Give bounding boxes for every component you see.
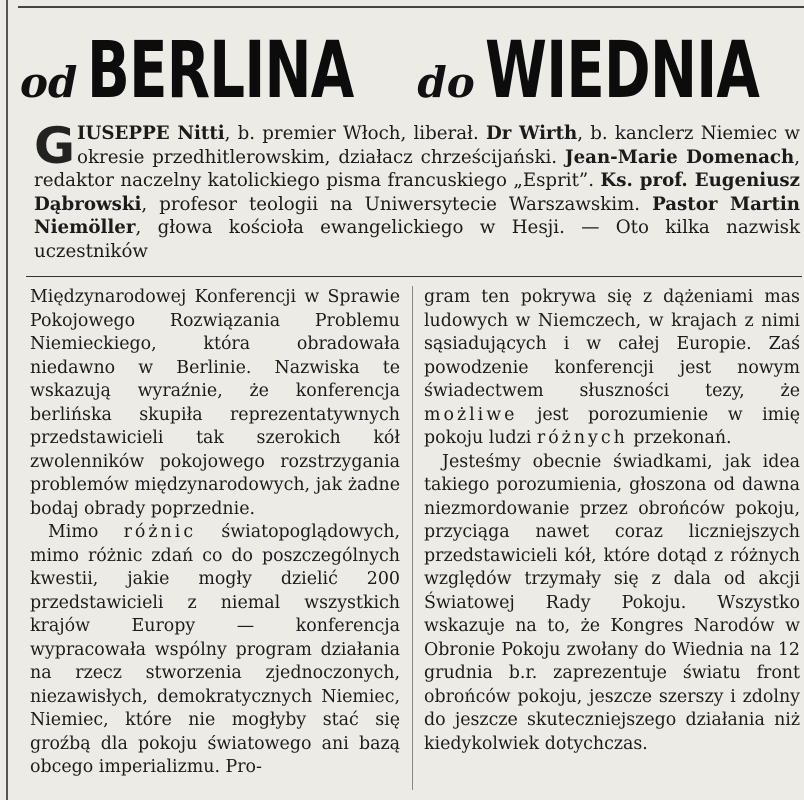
lead-name-domenach: Jean-Marie Domenach bbox=[565, 146, 795, 168]
headline bbox=[20, 26, 804, 116]
right-p1-middle: jest porozumienie w imię pokoju ludzi bbox=[424, 404, 800, 448]
left-paragraph-1: Międzynarodowej Konferencji w Sprawie Pokojowego Rozwiązania Problemu Niemieckiego, która obradowała niedawno w Berlinie. Nazwiska te wskazują wyraźnie, że konferencja berlińska skupiła reprezentatywnych przedstawicieli tak szerokich kół zwolenników pokojowego rozstrzygania problemów międzynarodowych, jak żadne bodaj obrady poprzednie. bbox=[30, 287, 400, 519]
lead-name-niemoller: Pastor Martin Niemöller bbox=[34, 193, 800, 239]
left-border-rule bbox=[6, 0, 8, 800]
lead-paragraph bbox=[34, 117, 801, 264]
left-column bbox=[30, 286, 400, 780]
right-p1-end: przekonań. bbox=[627, 428, 732, 448]
lead-name-wirth: Dr Wirth bbox=[485, 123, 578, 144]
right-p1-spaced-mozliwe: możliwe bbox=[424, 404, 518, 425]
left-p2-spaced-word: różnic bbox=[123, 522, 197, 542]
lead-name-dabrowski: Ks. prof. Eugeniusz Dąbrowski bbox=[34, 170, 801, 215]
right-paragraph-1 bbox=[424, 286, 800, 451]
lead-text-4: , profesor teologii na Uniwersytecie Warszawskim. bbox=[141, 193, 653, 215]
section-divider bbox=[26, 276, 802, 277]
right-column bbox=[424, 286, 800, 756]
headline-word-do: do bbox=[417, 58, 475, 107]
lead-text-3: , redaktor naczelny katolickiego pisma francuskiego „Esprit”. bbox=[34, 146, 800, 192]
lead-text-5: , głowa kościoła ewangelickiego w Hesji. — Oto kilka nazwisk uczestników bbox=[34, 217, 800, 262]
headline-word-wiednia: WIEDNIA bbox=[484, 26, 759, 116]
right-p1-spaced-roznych: różnych bbox=[536, 428, 628, 448]
column-separator bbox=[412, 286, 413, 790]
top-border-rule bbox=[18, 6, 804, 8]
left-paragraph-2 bbox=[30, 521, 400, 780]
headline-word-berlina: BERLINA bbox=[87, 26, 354, 116]
lead-text-2: , b. kanclerz Niemiec w okresie przedhitlerowskim, działacz chrześcijański. bbox=[77, 123, 800, 168]
right-paragraph-2: Jesteśmy obecnie świadkami, jak idea takiego porozumienia, głoszona od dawna niezmordowanie przez obrońców pokoju, przyciąga nawet coraz liczniejszych przedstawicieli kół, które dotąd z różnych względów trzymały się z dala od akcji Światowej Rady Pokoju. Wszystko wskazuje na to, że Kongres Narodów w Obronie Pokoju zwołany do Wiednia na 12 grudnia b.r. zaprezentuje światu front obrońców pokoju, jeszcze szerszy i zdolny do jeszcze skuteczniejszego działania niż kiedykolwiek dotychczas. bbox=[424, 451, 800, 754]
drop-cap: G bbox=[34, 117, 76, 175]
lead-text-1: , b. premier Włoch, liberał. bbox=[224, 123, 486, 144]
headline-word-od: od bbox=[20, 58, 78, 107]
right-p1-start: gram ten pokrywa się z dążeniami mas ludowych w Niemczech, w krajach z nimi sąsiadujących i w całej Europie. Zaś powodzenie konferencji jest nowym świadectwem słuszności tezy, że bbox=[424, 287, 800, 401]
left-p2-start: Mimo bbox=[48, 522, 124, 542]
lead-name-nitti: IUSEPPE Nitti bbox=[77, 123, 225, 144]
left-p2-rest: światopoglądowych, mimo różnic zdań co do poszczególnych kwestii, jakie mogły dzielić 200 przedstawicieli z niemal wszystkich krajów Europy — konferencja wypracowała wspólny program działania na rzecz stworzenia zjednoczonych, niezawisłych, demokratycznych Niemiec, Niemiec, które nie mogłyby stać się groźbą dla pokoju światowego ani bazą obcego imperializmu. Pro- bbox=[30, 522, 400, 777]
